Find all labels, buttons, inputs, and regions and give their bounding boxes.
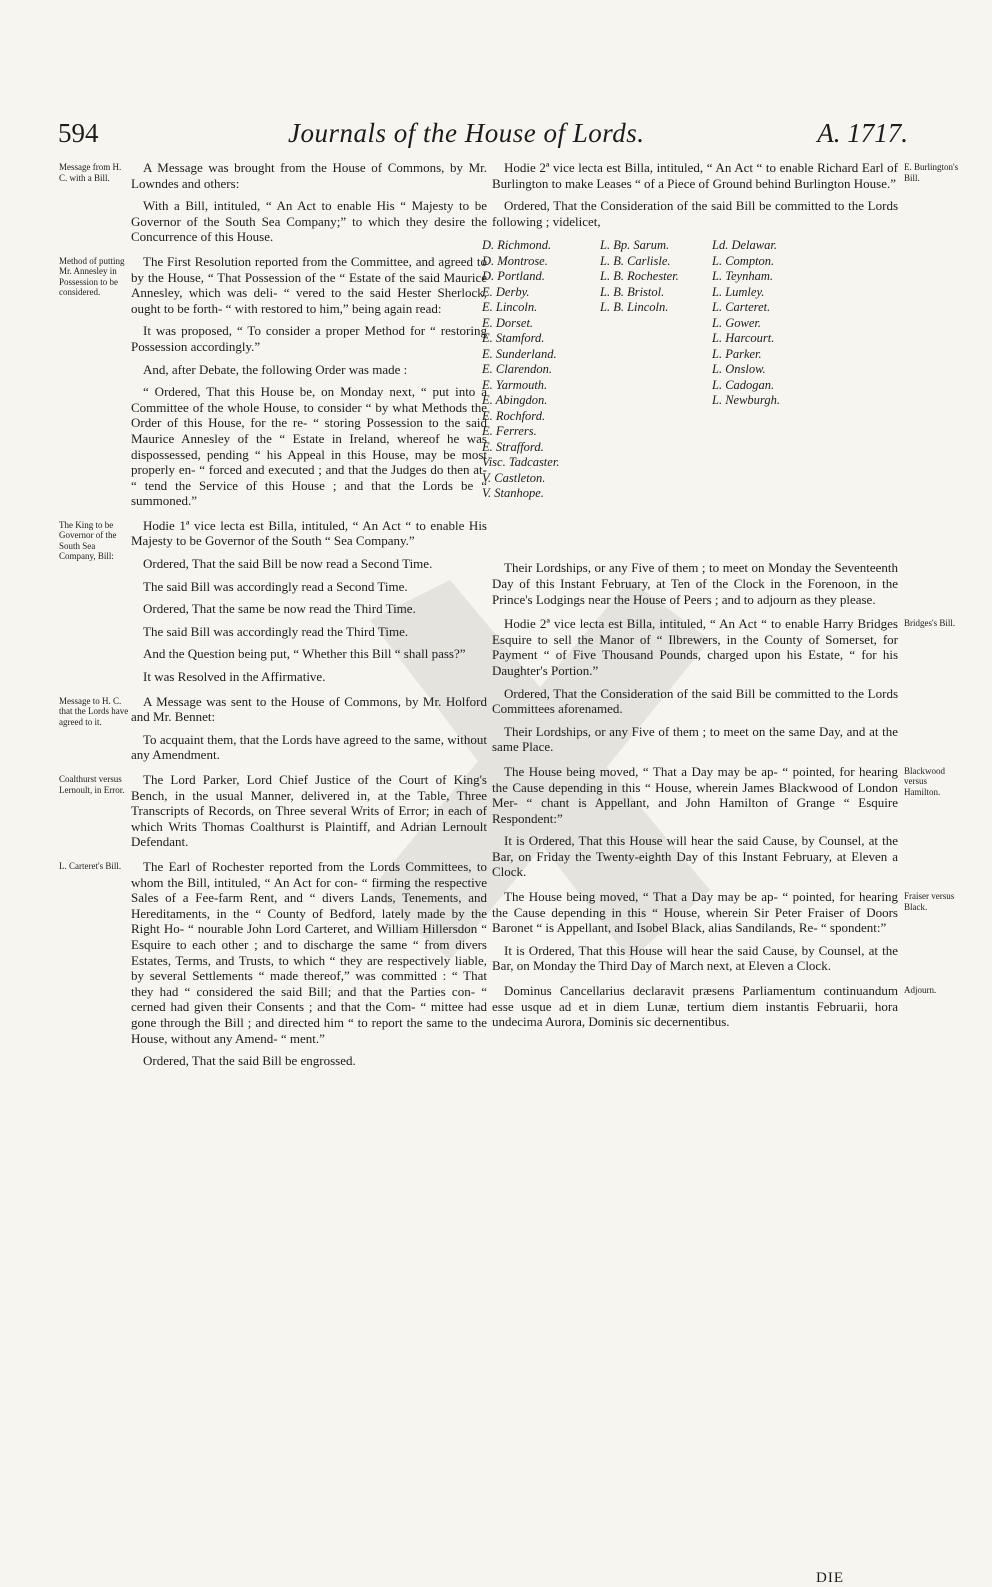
paragraph: Dominus Cancellarius declaravit præsens Parliamentum continuandum esse usque ad et in diem Lunæ, tertium diem instantis Februarii, hora undecima Aurora, Dominis sic decernentibus. (492, 983, 898, 1030)
lord-name: L. Carteret. (712, 300, 771, 315)
lord-name: E. Ferrers. (482, 424, 537, 439)
catchword: DIE (816, 1570, 844, 1586)
right-column (482, 160, 959, 1039)
lord-name: L. Cadogan. (712, 377, 775, 392)
paragraph: It is Ordered, That this House will hear the said Cause, by Counsel, at the Bar, on Monday the Third Day of March next, at Eleven a Clock. (492, 942, 898, 974)
entry-block (59, 693, 487, 763)
paragraph: The Lord Parker, Lord Chief Justice of the Court of King's Bench, in the usual Manner, delivered in, at the Table, Three Transcripts of Records, on Three several Writs of Error; in each of which Writs Thomas Coalthurst is Plaintiff, and Adrian Lernoult Defendant. (131, 772, 487, 850)
lord-name: L. Gower. (712, 315, 761, 330)
right-entries (492, 560, 956, 1030)
lord-name: L. Harcourt. (712, 331, 775, 346)
lord-name: E. Dorset. (482, 315, 534, 330)
paragraph: Ordered, That the Consideration of the said Bill be committed to the Lords following ; videlicet, (492, 198, 898, 229)
entry-block (492, 616, 956, 755)
margin-note: Adjourn. (904, 985, 937, 996)
page-number: 594 (58, 118, 99, 148)
paragraph: With a Bill, intituled, “ An Act to enable His “ Majesty to be Governor of the South Sea Company;” to which they desire the Concurrence of this House. (131, 198, 487, 245)
lord-name: L. Newburgh. (712, 393, 780, 408)
paragraph: It is Ordered, That this House will hear the said Cause, by Counsel, at the Bar, on Friday the Twenty-eighth Day of this Instant February, at Eleven a Clock. (492, 833, 898, 880)
entry-block (492, 983, 937, 1030)
paragraph: Hodie 1ª vice lecta est Billa, intituled, “ An Act “ to enable His Majesty to be Governor of the South “ Sea Company.” (131, 517, 487, 549)
header-year: A. 1717. (817, 118, 908, 148)
lord-name: D. Richmond. (482, 238, 552, 253)
left-column (59, 160, 487, 1078)
paragraph: Ordered, That the said Bill be engrossed. (143, 1053, 356, 1069)
running-title: Journals of the House of Lords. (288, 118, 645, 148)
paragraph: The First Resolution reported from the Committee, and agreed to by the House, “ That Possession of the “ Estate of the said Maurice Annesley, which was deli- “ vered to the said Hester Sherlock, ought to be forth- “ with restored to him,” being again read: (131, 253, 487, 316)
lord-name: L. Lumley. (712, 284, 765, 299)
lord-name: L. Bp. Sarum. (600, 238, 670, 253)
entry-block (492, 560, 898, 607)
entry-block (59, 253, 487, 509)
paragraph: Ordered, That the said Bill be now read a Second Time. (143, 556, 433, 572)
paragraph: And, after Debate, the following Order was made : (143, 361, 408, 377)
lord-name: E. Clarendon. (482, 362, 553, 377)
paragraph: Hodie 2ª vice lecta est Billa, intituled, “ An Act “ to enable Richard Earl of Burlington to make Leases “ of a Piece of Ground behind Burlington House.” (492, 160, 898, 191)
entry-block (59, 858, 487, 1069)
lord-name: Visc. Tadcaster. (482, 455, 560, 470)
lord-name: E. Sunderland. (482, 346, 557, 361)
lord-name: L. B. Carlisle. (600, 253, 671, 268)
paragraph: And the Question being put, “ Whether this Bill “ shall pass?” (143, 646, 466, 662)
paragraph: The said Bill was accordingly read the Third Time. (143, 623, 409, 639)
entry-block (59, 517, 487, 685)
paragraph: The House being moved, “ That a Day may be ap- “ pointed, for hearing the Cause depending in this “ House, wherein Sir Peter Fraiser of Doors Baronet “ is Appellant, and Isobel Black, alias Sandilands, Re- “ spondent:” (492, 889, 898, 936)
lord-name: L. Onslow. (712, 362, 766, 377)
margin-note: Bridges's Bill. (904, 618, 956, 629)
lord-name: L. B. Bristol. (600, 284, 665, 299)
margin-note: Message to H. C. that the Lords have agreed to it. (59, 695, 129, 727)
lord-name: L. B. Lincoln. (600, 300, 669, 315)
lord-name: L. B. Rochester. (600, 269, 679, 284)
margin-note: Coalthurst versus Lernoult, in Error. (59, 774, 125, 795)
lord-name: L. Compton. (712, 253, 775, 268)
lord-name: E. Yarmouth. (482, 377, 548, 392)
paragraph: Ordered, That the same be now read the Third Time. (143, 601, 416, 617)
lord-name: E. Derby. (482, 284, 530, 299)
paragraph: The Earl of Rochester reported from the Lords Committees, to whom the Bill, intituled, “ An Act for con- “ firming the respective Sales of a Fee-farm Rent, and “ divers Lands, Tenements, and Hereditaments, in the “ County of Bedford, lately made by the Right Ho- “ nourable John Lord Carteret, and William Hillersdon “ Esquire to each other ; and to discharge the same “ from divers Estates, Terms, and Trusts, to which “ they are respectively liable, by several Settlements “ made thereof,” was committed : “ That they had “ considered the said Bill; and that the Parties con- “ cerned had given their Consents ; and that the Com- “ mittee had gone through the Bill ; and directed him “ to report the same to the House, without any Amend- “ ment.” (131, 858, 487, 1046)
entry-block (492, 763, 945, 880)
lord-name: L. Teynham. (712, 269, 774, 284)
paragraph: A Message was sent to the House of Commons, by Mr. Holford and Mr. Bennet: (131, 693, 487, 725)
entry-block (492, 889, 955, 974)
entry-block (59, 160, 487, 245)
lord-name: E. Stamford. (482, 331, 545, 346)
lords-list-column (712, 238, 780, 409)
lord-name: E. Lincoln. (482, 300, 538, 315)
lord-name: Ld. Delawar. (712, 238, 777, 253)
paragraph: It was proposed, “ To consider a proper Method for “ restoring Possession accordingly.” (131, 323, 487, 354)
paragraph: It was Resolved in the Affirmative. (143, 669, 326, 685)
lord-name: V. Stanhope. (482, 486, 544, 501)
lords-list-column (600, 238, 679, 316)
entry-block (59, 772, 487, 850)
margin-note: Message from H. C. with a Bill. (59, 162, 122, 183)
paragraph: “ Ordered, That this House be, on Monday next, “ put into a Committee of the whole House, to consider “ by what Methods the Order of this House, for the re- “ storing Possession to the said Maurice Annesley of the “ Estate in Ireland, whereof he was dispossessed, pending “ his Appeal in this House, may be most properly en- “ forced and executed ; and that the Judges do then at- “ tend the Service of this House ; and that the Lords be “ summoned.” (131, 384, 487, 509)
margin-note: Fraiser versus Black. (904, 891, 955, 912)
margin-note: Blackwood versus Hamilton. (904, 765, 945, 797)
lord-name: D. Portland. (482, 269, 545, 284)
paragraph: Ordered, That the Consideration of the said Bill be committed to the Lords Committees aforenamed. (492, 685, 898, 717)
paragraph: To acquaint them, that the Lords have agreed to the same, without any Amendment. (131, 731, 487, 763)
lord-name: V. Castleton. (482, 470, 546, 485)
paragraph: Their Lordships, or any Five of them ; to meet on the same Day, and at the same Place. (492, 723, 898, 755)
lord-name: D. Montrose. (482, 253, 548, 268)
entry-block (492, 160, 959, 229)
lord-name: E. Rochford. (482, 408, 546, 423)
margin-note: E. Burlington's Bill. (904, 162, 959, 183)
lord-name: L. Parker. (712, 346, 762, 361)
paragraph: A Message was brought from the House of Commons, by Mr. Lowndes and others: (131, 160, 487, 191)
paragraph: Their Lordships, or any Five of them ; to meet on Monday the Seventeenth Day of this Instant February, at Ten of the Clock in the Forenoon, in the Prince's Lodgings near the House of Peers ; and to adjourn as they please. (492, 560, 898, 607)
lord-name: E. Abingdon. (482, 393, 548, 408)
lords-committee-list (482, 238, 898, 538)
margin-note: Method of putting Mr. Annesley in Possession to be considered. (59, 255, 125, 298)
margin-note: L. Carteret's Bill. (59, 860, 122, 871)
paragraph: Hodie 2ª vice lecta est Billa, intituled, “ An Act “ to enable Harry Bridges Esquire to sell the Manor of “ Ilbrewers, in the County of Somerset, for Payment “ of Five Thousand Pounds, charged upon his Estate, “ for his Daughter's Portion.” (492, 616, 898, 678)
lords-list-column (482, 238, 559, 502)
paragraph: The said Bill was accordingly read a Second Time. (143, 578, 408, 594)
margin-note: The King to be Governor of the South Sea Company, Bill: (59, 519, 117, 562)
page-header (58, 118, 908, 158)
paragraph: The House being moved, “ That a Day may be ap- “ pointed, for hearing the Cause depending in this “ House, wherein James Blackwood of London Mer- “ chant is Appellant, and John Hamilton of Grange “ Esquire Respondent:” (492, 763, 898, 826)
lord-name: E. Strafford. (482, 439, 544, 454)
